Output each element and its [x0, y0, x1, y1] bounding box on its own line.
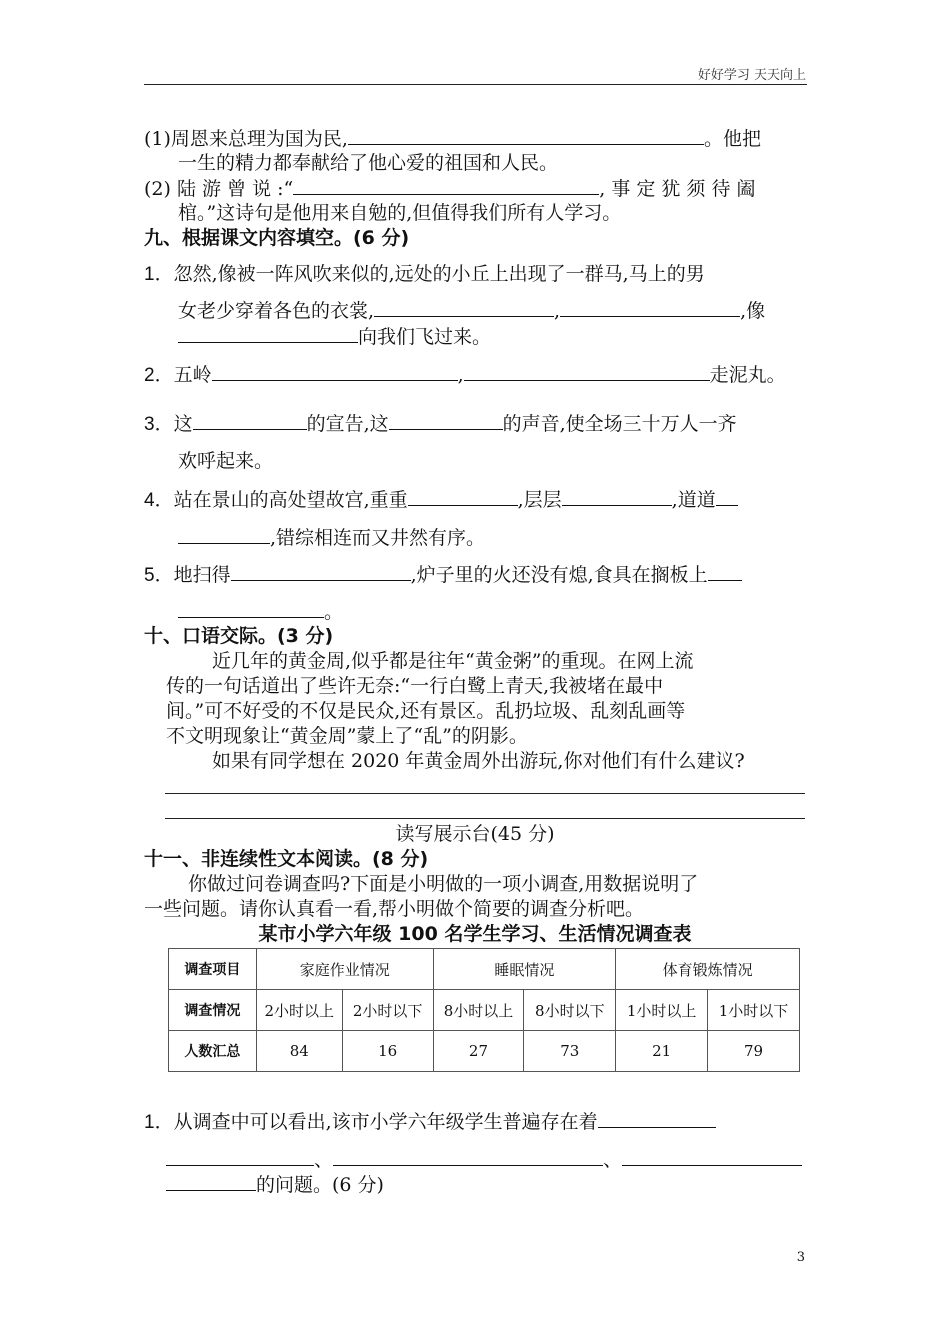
- condition-cell: 1小时以下: [708, 990, 800, 1031]
- s9-item4-line1: 4．站在景山的高处望故宫,重重 ,层层 ,道道: [144, 487, 738, 513]
- row-header: 人数汇总: [169, 1031, 257, 1072]
- s9-item1-line2: 女老少穿着各色的衣裳, , ,像: [178, 300, 766, 322]
- answer-line-2: [165, 818, 805, 819]
- group-header: 睡眠情况: [433, 949, 616, 990]
- condition-cell: 2小时以下: [342, 990, 433, 1031]
- s10-para1-line2: 传的一句话道出了些许无奈:“一行白鹭上青天,我被堵在最中: [166, 675, 664, 697]
- table-row: [169, 990, 800, 1031]
- s10-para1-line4: 不文明现象让“黄金周”蒙上了“乱”的阴影。: [166, 725, 528, 747]
- s8-q2-line1: (2) 陆 游 曾 说 :“ , 事 定 犹 须 待 阖: [144, 178, 756, 200]
- s11-intro-line1: 你做过问卷调查吗?下面是小明做的一项小调查,用数据说明了: [188, 873, 699, 895]
- s8-q2-line2: 棺。”这诗句是他用来自勉的,但值得我们所有人学习。: [178, 202, 622, 224]
- answer-line-1: [165, 793, 805, 794]
- s9-item2: 2．五岭 , 走泥丸。: [144, 364, 786, 386]
- s11-q1-line3: 的问题。(6 分): [166, 1172, 384, 1197]
- s9-item3-line1: 3．这 的宣告,这 的声音,使全场三十万人一齐: [144, 413, 737, 435]
- s11-q1-line1: 1．从调查中可以看出,该市小学六年级学生普遍存在着: [144, 1109, 716, 1135]
- count-cell: 84: [256, 1031, 342, 1072]
- section9-title: 九、根据课文内容填空。(6 分): [144, 227, 410, 249]
- s8-q1-line1: (1)周恩来总理为国为民, 。他把: [144, 128, 761, 150]
- condition-cell: 8小时以上: [433, 990, 524, 1031]
- s11-q1-line2: 、 、: [166, 1147, 802, 1172]
- s9-item5-line1: 5．地扫得 ,炉子里的火还没有熄,食具在搁板上: [144, 562, 742, 588]
- s10-para1-line3: 间。”可不好受的不仅是民众,还有景区。乱扔垃圾、乱刻乱画等: [166, 700, 686, 722]
- s10-para2: 如果有同学想在 2020 年黄金周外出游玩,你对他们有什么建议?: [212, 750, 745, 772]
- header-rule: [144, 84, 807, 85]
- table-title: 某市小学六年级 100 名学生学习、生活情况调查表: [258, 923, 692, 945]
- survey-table: [168, 948, 800, 1072]
- s10-para1-line1: 近几年的黄金周,似乎都是往年“黄金粥”的重现。在网上流: [212, 650, 694, 672]
- page-number: 3: [796, 1250, 805, 1265]
- count-cell: 73: [524, 1031, 616, 1072]
- s9-item1-line3: 向我们飞过来。: [178, 324, 491, 349]
- count-cell: 79: [708, 1031, 800, 1072]
- page-header: 好好学习 天天向上: [697, 68, 806, 83]
- table-row: [169, 1031, 800, 1072]
- table-row: [169, 949, 800, 990]
- count-cell: 21: [616, 1031, 708, 1072]
- s8-q1-line2: 一生的精力都奉献给了他心爱的祖国和人民。: [178, 152, 559, 174]
- section10-title: 十、口语交际。(3 分): [144, 625, 334, 647]
- count-cell: 27: [433, 1031, 524, 1072]
- row-header: 调查情况: [169, 990, 257, 1031]
- condition-cell: 8小时以下: [524, 990, 616, 1031]
- group-header: 家庭作业情况: [256, 949, 433, 990]
- group-header: 体育锻炼情况: [616, 949, 800, 990]
- s9-item1-line1: 1．忽然,像被一阵风吹来似的,远处的小丘上出现了一群马,马上的男: [144, 263, 705, 285]
- count-cell: 16: [342, 1031, 433, 1072]
- s9-item3-line2: 欢呼起来。: [178, 450, 274, 472]
- readwrite-title: 读写展示台(45 分): [395, 823, 555, 845]
- section11-title: 十一、非连续性文本阅读。(8 分): [144, 848, 429, 870]
- condition-cell: 1小时以上: [616, 990, 708, 1031]
- row-header: 调查项目: [169, 949, 257, 990]
- condition-cell: 2小时以上: [256, 990, 342, 1031]
- s9-item4-line2: ,错综相连而又井然有序。: [178, 525, 485, 550]
- s11-intro-line2: 一些问题。请你认真看一看,帮小明做个简要的调查分析吧。: [144, 898, 645, 920]
- s9-item5-line2: 。: [178, 599, 343, 624]
